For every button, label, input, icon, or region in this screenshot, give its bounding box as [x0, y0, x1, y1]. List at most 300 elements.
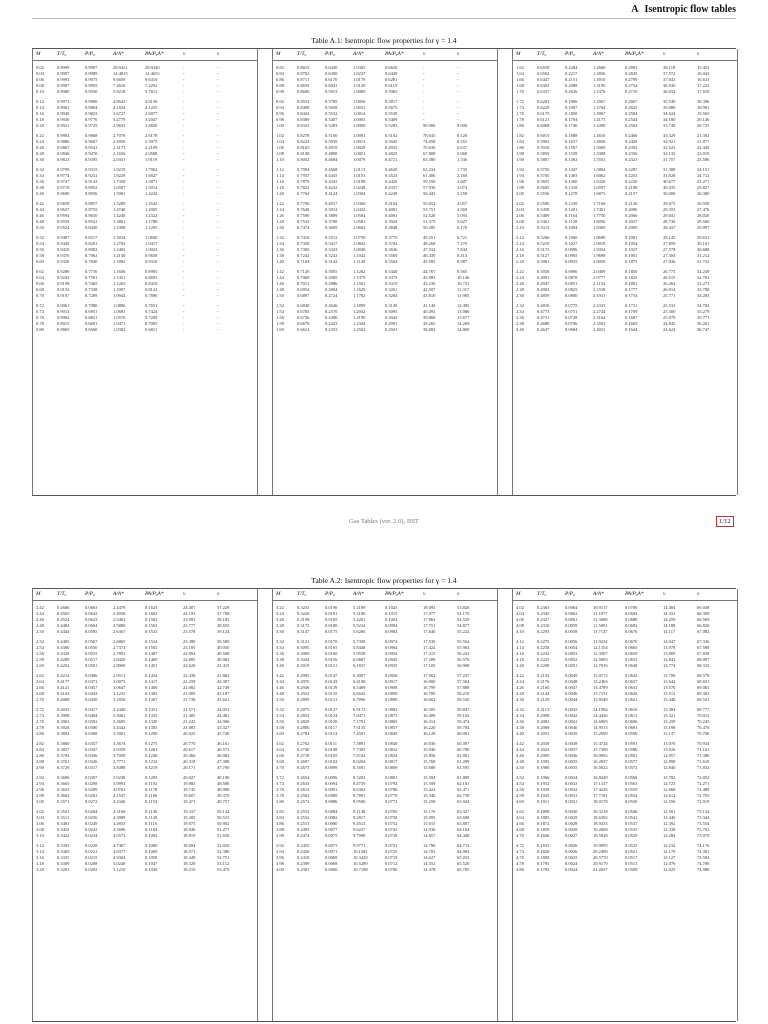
- cell-pressure-ratio: 0.0550: [85, 645, 98, 650]
- cell-mass-flow-param: 0.7005: [145, 321, 158, 326]
- cell-mach-angle: 23.578: [183, 629, 196, 634]
- cell-mach: 1.48: [276, 287, 284, 292]
- cell-temp-ratio: 0.9980: [57, 89, 70, 94]
- cell-mach-angle: 12.501: [663, 809, 676, 814]
- cell-pressure-ratio: 0.3232: [325, 253, 338, 258]
- cell-mach-angle: 12.957: [663, 753, 676, 758]
- cell-prandtl-meyer: 23.586: [697, 157, 710, 162]
- cell-pressure-ratio: 0.9975: [85, 77, 98, 82]
- cell-temp-ratio: 0.3452: [57, 827, 70, 832]
- cell-pressure-ratio: 0.3055: [325, 269, 338, 274]
- cell-area-ratio: 6.4198: [353, 679, 366, 684]
- cell-mach-angle: -: [183, 65, 185, 70]
- cell-pressure-ratio: 0.0075: [325, 833, 338, 838]
- cell-mach-angle: 25.533: [663, 303, 676, 308]
- cell-temp-ratio: 0.5081: [537, 259, 550, 264]
- cell-pressure-ratio: 0.3708: [325, 219, 338, 224]
- cell-pressure-ratio: 0.6170: [325, 77, 338, 82]
- cell-area-ratio: 1.2190: [353, 315, 366, 320]
- cell-mach-angle: 12.612: [663, 793, 676, 798]
- cell-area-ratio: 1.3567: [593, 99, 606, 104]
- cell-mass-flow-param: 0.1015: [385, 611, 398, 616]
- cell-mach: 0.72: [36, 303, 44, 308]
- cell-pressure-ratio: 0.0043: [565, 707, 578, 712]
- cell-mach-angle: 14.780: [423, 843, 436, 848]
- column-header: PA/P₀A*: [625, 591, 644, 597]
- cell-pressure-ratio: 0.0208: [85, 861, 98, 866]
- cell-temp-ratio: 0.3422: [57, 833, 70, 838]
- cell-mass-flow-param: 0.0779: [385, 793, 398, 798]
- cell-prandtl-meyer: -: [217, 275, 219, 280]
- cell-pressure-ratio: 0.2804: [325, 287, 338, 292]
- cell-mass-flow-param: 0.1487: [145, 651, 158, 656]
- column-header: T/T₀: [537, 51, 547, 57]
- cell-prandtl-meyer: -: [217, 123, 219, 128]
- cell-mass-flow-param: 0.1623: [145, 605, 158, 610]
- cell-mass-flow-param: 0.6811: [145, 327, 158, 332]
- cell-mass-flow-param: 0.1104: [145, 827, 158, 832]
- cell-area-ratio: 17.7181: [593, 793, 608, 798]
- cell-mass-flow-param: 0.4825: [385, 151, 398, 156]
- cell-mass-flow-param: 0.1166: [145, 793, 158, 798]
- table-panel: [272, 49, 498, 495]
- cell-mach: 4.40: [516, 731, 524, 736]
- cell-prandtl-meyer: 44.053: [217, 707, 230, 712]
- cell-area-ratio: 1.0663: [353, 225, 366, 230]
- cell-temp-ratio: 0.2552: [297, 809, 310, 814]
- cell-mass-flow-param: 0.0700: [625, 605, 638, 610]
- cell-mass-flow-param: 1.2322: [145, 213, 158, 218]
- cell-mass-flow-param: 0.1709: [625, 309, 638, 314]
- cell-mach: 1.36: [276, 247, 284, 252]
- cell-mach-angle: -: [183, 213, 185, 218]
- cell-area-ratio: 1.0000: [353, 123, 366, 128]
- cell-prandtl-meyer: 50.142: [217, 809, 230, 814]
- cell-prandtl-meyer: -: [217, 303, 219, 308]
- cell-mach-angle: -: [183, 185, 185, 190]
- column-header: ν: [183, 51, 186, 57]
- cell-mach: 2.44: [36, 611, 44, 616]
- cell-pressure-ratio: 0.4684: [325, 157, 338, 162]
- cell-mach: 0.48: [36, 219, 44, 224]
- cell-temp-ratio: 0.1939: [537, 787, 550, 792]
- cell-area-ratio: 18.3218: [593, 809, 608, 814]
- cell-mass-flow-param: 0.2893: [625, 65, 638, 70]
- cell-temp-ratio: 0.2875: [297, 707, 310, 712]
- cell-pressure-ratio: 0.0684: [565, 327, 578, 332]
- cell-prandtl-meyer: 67.082: [697, 629, 710, 634]
- cell-mach-angle: 23.185: [183, 645, 196, 650]
- cell-mach: 3.94: [276, 849, 284, 854]
- cell-pressure-ratio: 0.5913: [325, 89, 338, 94]
- cell-pressure-ratio: 0.1060: [565, 235, 578, 240]
- cell-mach-angle: 15.856: [423, 753, 436, 758]
- cell-mach: 4.76: [516, 855, 524, 860]
- cell-prandtl-meyer: 74.786: [697, 861, 710, 866]
- cell-prandtl-meyer: 58.530: [457, 697, 470, 702]
- cell-mach: 1.58: [276, 321, 284, 326]
- cell-area-ratio: 3.7771: [113, 759, 126, 764]
- cell-mass-flow-param: 0.0559: [625, 787, 638, 792]
- cell-pressure-ratio: 0.0056: [565, 639, 578, 644]
- cell-prandtl-meyer: 15.452: [697, 65, 710, 70]
- cell-mach: 1.68: [516, 83, 524, 88]
- cell-temp-ratio: 0.5605: [537, 185, 550, 190]
- cell-area-ratio: 7.0471: [353, 713, 366, 718]
- cell-mach: 2.20: [516, 259, 524, 264]
- cell-area-ratio: 2.9635: [113, 123, 126, 128]
- cell-temp-ratio: 0.2038: [537, 741, 550, 746]
- cell-area-ratio: 3.5674: [113, 741, 126, 746]
- cell-pressure-ratio: 0.3417: [325, 241, 338, 246]
- cell-mach: 4.62: [516, 809, 524, 814]
- table-panel: [32, 589, 258, 1021]
- cell-area-ratio: 1.5901: [113, 191, 126, 196]
- cell-area-ratio: 1.3010: [593, 77, 606, 82]
- cell-prandtl-meyer: 63.044: [457, 799, 470, 804]
- cell-area-ratio: 6.7896: [353, 697, 366, 702]
- cell-pressure-ratio: 0.0264: [85, 809, 98, 814]
- cell-mach: 0.10: [36, 89, 44, 94]
- cell-mass-flow-param: 0.0801: [385, 775, 398, 780]
- cell-mach-angle: -: [183, 201, 185, 206]
- cell-mach: 2.16: [516, 247, 524, 252]
- cell-area-ratio: 7.1791: [353, 719, 366, 724]
- cell-area-ratio: 1.1265: [113, 281, 126, 286]
- cell-mass-flow-param: 0.1777: [625, 287, 638, 292]
- cell-area-ratio: 1.1379: [353, 275, 366, 280]
- cell-prandtl-meyer: 55.564: [457, 639, 470, 644]
- cell-mach-angle: 49.251: [423, 235, 436, 240]
- cell-pressure-ratio: 0.0059: [565, 623, 578, 628]
- cell-prandtl-meyer: 68.333: [697, 663, 710, 668]
- cell-pressure-ratio: 0.0471: [85, 679, 98, 684]
- cell-mach-angle: 21.909: [183, 691, 196, 696]
- table-row: [33, 697, 257, 703]
- cell-mach-angle: 47.332: [423, 247, 436, 252]
- cell-area-ratio: 1.5289: [113, 201, 126, 206]
- cell-pressure-ratio: 0.0120: [325, 719, 338, 724]
- cell-pressure-ratio: 0.0417: [85, 707, 98, 712]
- cell-mass-flow-param: 0.3848: [385, 225, 398, 230]
- cell-prandtl-meyer: 58.847: [457, 707, 470, 712]
- cell-temp-ratio: 0.3199: [297, 617, 310, 622]
- cell-mach: 2.06: [516, 213, 524, 218]
- cell-temp-ratio: 0.5219: [537, 241, 550, 246]
- cell-temp-ratio: 0.9370: [57, 253, 70, 258]
- cell-mach-angle: -: [423, 89, 425, 94]
- cell-pressure-ratio: 0.7962: [85, 253, 98, 258]
- cell-mach-angle: 21.405: [183, 713, 196, 718]
- cell-area-ratio: 3.6727: [113, 111, 126, 116]
- cell-pressure-ratio: 0.3323: [325, 247, 338, 252]
- cell-prandtl-meyer: 1.735: [457, 167, 468, 172]
- cell-pressure-ratio: 0.0111: [325, 741, 338, 746]
- cell-temp-ratio: 0.4405: [57, 639, 70, 644]
- cell-area-ratio: 1.7750: [593, 213, 606, 218]
- cell-prandtl-meyer: -: [457, 65, 459, 70]
- cell-mass-flow-param: 0.2356: [625, 151, 638, 156]
- cell-area-ratio: 2.5403: [113, 617, 126, 622]
- cell-mass-flow-param: 0.4249: [385, 191, 398, 196]
- cell-prandtl-meyer: -: [217, 315, 219, 320]
- cell-mach: 3.66: [276, 753, 284, 758]
- cell-pressure-ratio: 0.0025: [565, 855, 578, 860]
- cell-area-ratio: 1.0471: [113, 321, 126, 326]
- cell-mach-angle: 41.810: [423, 293, 436, 298]
- cell-mass-flow-param: 0.0616: [625, 707, 638, 712]
- cell-area-ratio: 4.2346: [113, 799, 126, 804]
- cell-mass-flow-param: 0.1320: [145, 719, 158, 724]
- cell-area-ratio: 3.0073: [113, 679, 126, 684]
- cell-pressure-ratio: 0.1128: [565, 219, 578, 224]
- cell-prandtl-meyer: 71.610: [697, 759, 710, 764]
- cell-mach-angle: 13.909: [663, 651, 676, 656]
- cell-area-ratio: 1.0056: [353, 99, 366, 104]
- cell-temp-ratio: 0.4565: [57, 611, 70, 616]
- cell-mach: 2.50: [36, 629, 44, 634]
- cell-mach-angle: 12.668: [663, 787, 676, 792]
- cell-mass-flow-param: 0.3149: [385, 303, 398, 308]
- cell-pressure-ratio: 0.1360: [565, 179, 578, 184]
- cell-temp-ratio: 0.6068: [537, 123, 550, 128]
- cell-mass-flow-param: 0.0731: [385, 843, 398, 848]
- cell-temp-ratio: 0.2592: [297, 793, 310, 798]
- cell-mach: 2.68: [36, 691, 44, 696]
- cell-prandtl-meyer: 64.713: [457, 843, 470, 848]
- cell-mach-angle: 74.058: [423, 139, 436, 144]
- cell-prandtl-meyer: -: [217, 185, 219, 190]
- cell-area-ratio: 5.5234: [353, 623, 366, 628]
- cell-prandtl-meyer: -: [217, 99, 219, 104]
- cell-area-ratio: 1.0681: [113, 309, 126, 314]
- cell-mass-flow-param: 0.3504: [385, 259, 398, 264]
- table-row: [513, 731, 737, 737]
- cell-mach: 0.02: [36, 65, 44, 70]
- running-title: Isentropic flow tables: [644, 4, 736, 15]
- cell-mach: 3.34: [276, 645, 284, 650]
- cell-mach-angle: 32.523: [663, 145, 676, 150]
- cell-prandtl-meyer: 46.573: [217, 747, 230, 752]
- table-row: [33, 327, 257, 333]
- cell-pressure-ratio: 0.0751: [565, 309, 578, 314]
- cell-area-ratio: 3.1830: [113, 697, 126, 702]
- cell-mass-flow-param: 0.0840: [385, 741, 398, 746]
- cell-area-ratio: 1.1629: [353, 287, 366, 292]
- cell-mach: 2.84: [36, 747, 44, 752]
- cell-pressure-ratio: 0.0094: [325, 781, 338, 786]
- cell-temp-ratio: 0.7416: [297, 235, 310, 240]
- cell-mach-angle: 13.321: [663, 713, 676, 718]
- cell-mass-flow-param: 0.0621: [625, 697, 638, 702]
- cell-prandtl-meyer: 29.097: [697, 225, 710, 230]
- cell-temp-ratio: 0.6840: [297, 303, 310, 308]
- cell-prandtl-meyer: 50.902: [217, 821, 230, 826]
- cell-prandtl-meyer: -: [217, 293, 219, 298]
- cell-mach: 2.52: [36, 639, 44, 644]
- cell-mass-flow-param: 0.3569: [385, 253, 398, 258]
- table-row: [513, 697, 737, 703]
- cell-mach: 0.94: [276, 105, 284, 110]
- cell-prandtl-meyer: 71.161: [697, 747, 710, 752]
- cell-mach: 2.24: [516, 275, 524, 280]
- column-header: A/A*: [113, 51, 124, 57]
- table-row: [273, 697, 497, 703]
- cell-pressure-ratio: 0.5039: [325, 139, 338, 144]
- cell-mach-angle: 39.868: [423, 315, 436, 320]
- cell-prandtl-meyer: 67.336: [697, 639, 710, 644]
- table-row: [513, 663, 737, 669]
- page-number[interactable]: 1/12: [716, 516, 734, 527]
- cell-mass-flow-param: 0.0688: [625, 617, 638, 622]
- cell-area-ratio: 2.4031: [593, 327, 606, 332]
- cell-area-ratio: 1.0570: [113, 315, 126, 320]
- cell-temp-ratio: 0.2345: [537, 611, 550, 616]
- cell-area-ratio: 1.1149: [353, 259, 366, 264]
- cell-area-ratio: 1.3967: [593, 111, 606, 116]
- cell-area-ratio: 5.4201: [353, 617, 366, 622]
- cell-temp-ratio: 0.9286: [57, 269, 70, 274]
- cell-prandtl-meyer: 0.637: [457, 145, 468, 150]
- cell-mass-flow-param: 0.1687: [625, 315, 638, 320]
- cell-mach: 0.38: [36, 185, 44, 190]
- cell-mach-angle: -: [183, 133, 185, 138]
- cell-temp-ratio: 0.9886: [57, 139, 70, 144]
- cell-pressure-ratio: 0.0037: [565, 747, 578, 752]
- cell-pressure-ratio: 0.0091: [325, 787, 338, 792]
- cell-temp-ratio: 0.6614: [297, 327, 310, 332]
- cell-mach-angle: 14.117: [663, 629, 676, 634]
- cell-mass-flow-param: 4.8156: [145, 99, 158, 104]
- cell-mass-flow-param: 0.2941: [385, 327, 398, 332]
- cell-mass-flow-param: 0.3261: [385, 287, 398, 292]
- cell-temp-ratio: 0.7994: [297, 167, 310, 172]
- cell-temp-ratio: 0.7590: [297, 213, 310, 218]
- cell-mach: 4.20: [516, 663, 524, 668]
- cell-mass-flow-param: 0.2066: [625, 213, 638, 218]
- cell-mass-flow-param: 0.6281: [385, 77, 398, 82]
- column-header: P/P₀: [85, 591, 95, 597]
- cell-area-ratio: 1.2502: [353, 327, 366, 332]
- cell-mach-angle: 21.243: [183, 719, 196, 724]
- cell-mass-flow-param: 0.0758: [385, 815, 398, 820]
- cell-mach-angle: 18.571: [183, 849, 196, 854]
- cell-prandtl-meyer: 70.934: [697, 741, 710, 746]
- cell-mach: 1.40: [276, 259, 284, 264]
- cell-mass-flow-param: 0.0653: [625, 657, 638, 662]
- cell-mach-angle: -: [183, 173, 185, 178]
- cell-area-ratio: 1.2344: [353, 321, 366, 326]
- cell-temp-ratio: 0.9799: [57, 167, 70, 172]
- cell-mach: 1.84: [516, 139, 524, 144]
- cell-prandtl-meyer: 57.888: [457, 685, 470, 690]
- cell-mass-flow-param: 0.1025: [385, 605, 398, 610]
- cell-pressure-ratio: 0.0033: [565, 781, 578, 786]
- cell-mach: 3.14: [36, 849, 44, 854]
- cell-mass-flow-param: 0.0772: [385, 799, 398, 804]
- cell-pressure-ratio: 0.0800: [565, 293, 578, 298]
- cell-prandtl-meyer: -: [217, 151, 219, 156]
- cell-temp-ratio: 0.4214: [57, 673, 70, 678]
- cell-pressure-ratio: 0.7338: [85, 287, 98, 292]
- cell-pressure-ratio: 0.0047: [565, 685, 578, 690]
- cell-area-ratio: 1.6326: [593, 179, 606, 184]
- cell-mach-angle: 38.118: [663, 65, 676, 70]
- cell-mass-flow-param: 0.0890: [385, 697, 398, 702]
- cell-prandtl-meyer: 41.863: [217, 673, 230, 678]
- cell-mass-flow-param: 0.1192: [145, 781, 158, 786]
- cell-temp-ratio: 0.6726: [297, 315, 310, 320]
- cell-pressure-ratio: 0.0533: [85, 651, 98, 656]
- cell-temp-ratio: 0.3894: [57, 731, 70, 736]
- cell-mach-angle: 20.318: [183, 759, 196, 764]
- cell-pressure-ratio: 0.0501: [85, 663, 98, 668]
- cell-area-ratio: 13.7151: [593, 691, 608, 696]
- cell-temp-ratio: 0.1952: [537, 781, 550, 786]
- cell-pressure-ratio: 0.0996: [565, 247, 578, 252]
- cell-temp-ratio: 0.9449: [57, 241, 70, 246]
- cell-mach: 0.96: [276, 111, 284, 116]
- cell-pressure-ratio: 0.0048: [565, 679, 578, 684]
- cell-area-ratio: 4.9304: [113, 855, 126, 860]
- cell-prandtl-meyer: 16.633: [697, 77, 710, 82]
- cell-mach-angle: 13.706: [663, 673, 676, 678]
- cell-mach: 3.80: [276, 799, 284, 804]
- cell-pressure-ratio: 0.0517: [85, 657, 98, 662]
- cell-area-ratio: 1.0051: [353, 151, 366, 156]
- cell-mach: 2.28: [516, 287, 524, 292]
- cell-temp-ratio: 0.5173: [537, 247, 550, 252]
- cell-area-ratio: 2.7891: [113, 651, 126, 656]
- cell-mach-angle: 28.437: [663, 225, 676, 230]
- cell-mach-angle: 13.137: [663, 731, 676, 736]
- cell-pressure-ratio: 0.0062: [565, 611, 578, 616]
- cell-mach-angle: -: [183, 235, 185, 240]
- cell-mach: 1.74: [516, 105, 524, 110]
- cell-temp-ratio: 0.9487: [57, 235, 70, 240]
- cell-temp-ratio: 0.1966: [537, 775, 550, 780]
- cell-area-ratio: 1.1762: [353, 293, 366, 298]
- cell-prandtl-meyer: 9.565: [457, 269, 468, 274]
- cell-mach: 0.90: [276, 89, 284, 94]
- table-row: [273, 833, 497, 839]
- column-header: ν: [183, 591, 186, 597]
- cell-mass-flow-param: 0.0546: [625, 809, 638, 814]
- cell-mach: 3.16: [36, 855, 44, 860]
- cell-prandtl-meyer: 40.508: [217, 651, 230, 656]
- cell-pressure-ratio: 0.0053: [565, 651, 578, 656]
- cell-prandtl-meyer: 63.608: [457, 815, 470, 820]
- cell-mass-flow-param: 0.1543: [145, 629, 158, 634]
- cell-mach: 4.28: [516, 691, 524, 696]
- cell-mass-flow-param: 1.0840: [145, 235, 158, 240]
- cell-prandtl-meyer: 29.631: [697, 235, 710, 240]
- cell-pressure-ratio: 0.9668: [85, 133, 98, 138]
- cell-mass-flow-param: 0.0659: [625, 651, 638, 656]
- cell-temp-ratio: 0.6670: [297, 321, 310, 326]
- cell-temp-ratio: 0.8165: [297, 145, 310, 150]
- cell-mach: 4.34: [516, 713, 524, 718]
- cell-temp-ratio: 0.2740: [297, 747, 310, 752]
- cell-mach: 3.30: [276, 629, 284, 634]
- cell-mass-flow-param: 0.2584: [625, 111, 638, 116]
- cell-prandtl-meyer: 40.963: [217, 657, 230, 662]
- cell-prandtl-meyer: 59.162: [457, 713, 470, 718]
- cell-mass-flow-param: 0.0873: [385, 713, 398, 718]
- cell-area-ratio: 1.8369: [593, 225, 606, 230]
- cell-temp-ratio: 0.8333: [297, 123, 310, 128]
- cell-temp-ratio: 0.2572: [297, 799, 310, 804]
